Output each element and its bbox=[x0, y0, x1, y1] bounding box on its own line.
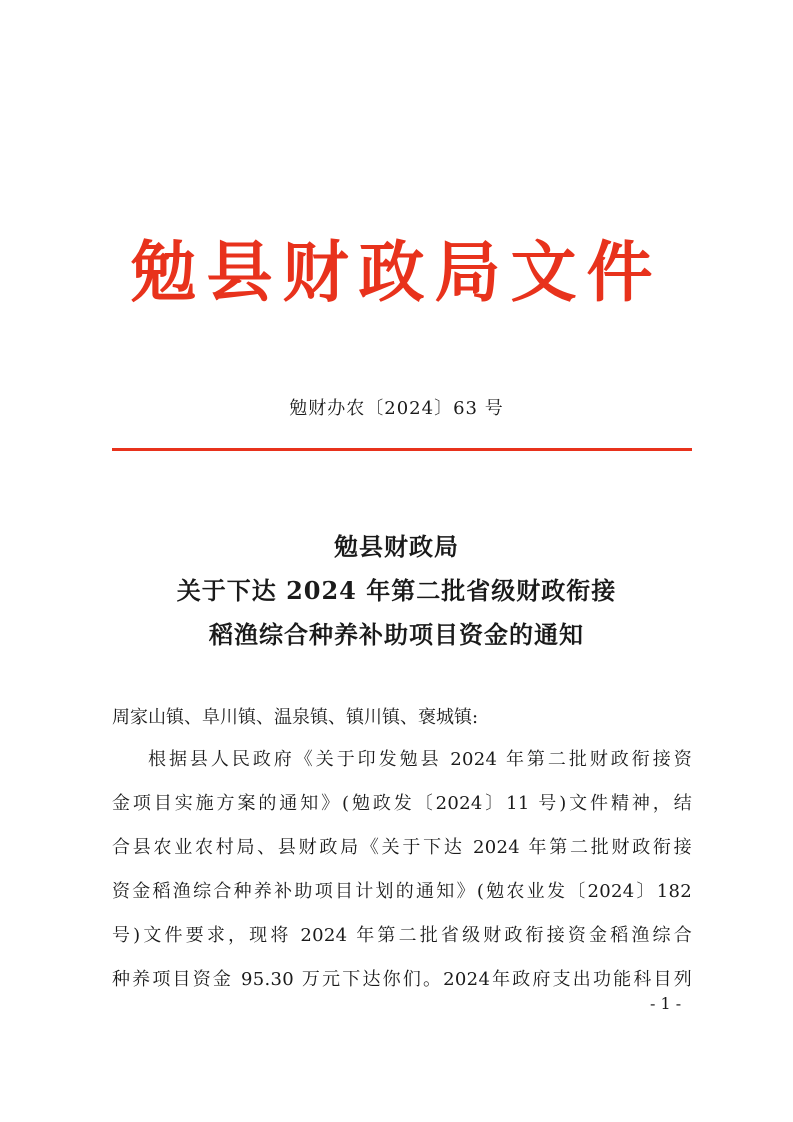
body-line: 金项目实施方案的通知》(勉政发〔2024〕11 号)文件精神，结 bbox=[112, 793, 692, 814]
title-line-3: 稻渔综合种养补助项目资金的通知 bbox=[209, 620, 584, 649]
document-title bbox=[0, 525, 793, 657]
addressee: 周家山镇、阜川镇、温泉镇、镇川镇、褒城镇: bbox=[112, 707, 479, 728]
body-paragraph bbox=[112, 738, 692, 1002]
masthead-title: 勉县财政局文件 bbox=[130, 233, 663, 311]
body-line: 合县农业农村局、县财政局《关于下达 2024 年第二批财政衔接 bbox=[112, 837, 692, 858]
title-line-1: 勉县财政局 bbox=[334, 532, 459, 561]
body-line: 种养项目资金 95.30 万元下达你们。2024年政府支出功能科目列 bbox=[112, 969, 692, 990]
body-line: 根据县人民政府《关于印发勉县 2024 年第二批财政衔接资 bbox=[148, 749, 692, 770]
red-divider-line bbox=[112, 448, 692, 451]
page-number: - 1 - bbox=[650, 994, 682, 1013]
body-line: 号)文件要求，现将 2024 年第二批省级财政衔接资金稻渔综合 bbox=[112, 925, 692, 946]
document-number: 勉财办农〔2024〕63 号 bbox=[289, 398, 504, 419]
title-line-2: 关于下达 2024 年第二批省级财政衔接 bbox=[176, 576, 617, 605]
body-line: 资金稻渔综合种养补助项目计划的通知》(勉农业发〔2024〕182 bbox=[112, 881, 692, 902]
